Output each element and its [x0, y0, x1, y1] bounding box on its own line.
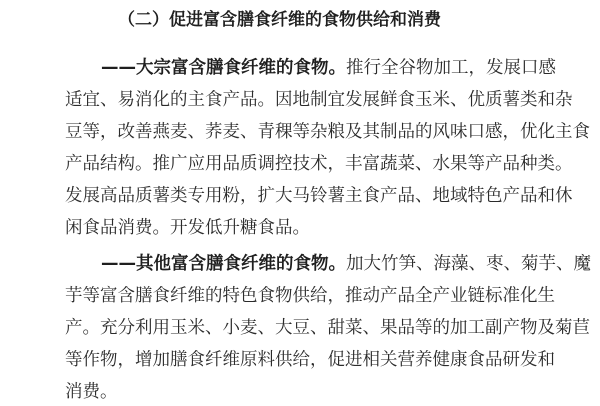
para1-line1-text: 推行全谷物加工，发展口感: [346, 58, 556, 78]
para1-lead: ——大宗富含膳食纤维的食物。: [101, 58, 346, 78]
para2-line2: 芋等富含膳食纤维的特色食物供给，推动产品全产业链标准化生: [65, 286, 555, 306]
para1-line5: 发展高品质薯类专用粉，扩大马铃薯主食产品、地域特色产品和休: [65, 186, 573, 206]
para2-line5: 消费。: [65, 382, 118, 402]
para2-line1: [101, 253, 591, 275]
para2-lead: ——其他富含膳食纤维的食物。: [101, 254, 346, 274]
para1-line3: 豆等，改善燕麦、荞麦、青稞等杂粮及其制品的风味口感，优化主食: [65, 122, 590, 142]
para1-line4: 产品结构。推广应用品质调控技术，丰富蔬菜、水果等产品种类。: [65, 154, 573, 174]
para1-line6: 闲食品消费。开发低升糖食品。: [65, 218, 310, 238]
para2-line1-text: 加大竹笋、海藻、枣、菊芋、魔: [346, 254, 591, 274]
para2-line4: 等作物，增加膳食纤维原料供给，促进相关营养健康食品研发和: [65, 350, 555, 370]
section-heading: （二）促进富含膳食纤维的食物供给和消费: [118, 10, 441, 30]
para2-line3: 产。充分利用玉米、小麦、大豆、甜菜、果品等的加工副产物及菊苣: [65, 318, 590, 338]
para1-line2: 适宜、易消化的主食产品。因地制宜发展鲜食玉米、优质薯类和杂: [65, 90, 573, 110]
para1-line1: [101, 57, 556, 79]
